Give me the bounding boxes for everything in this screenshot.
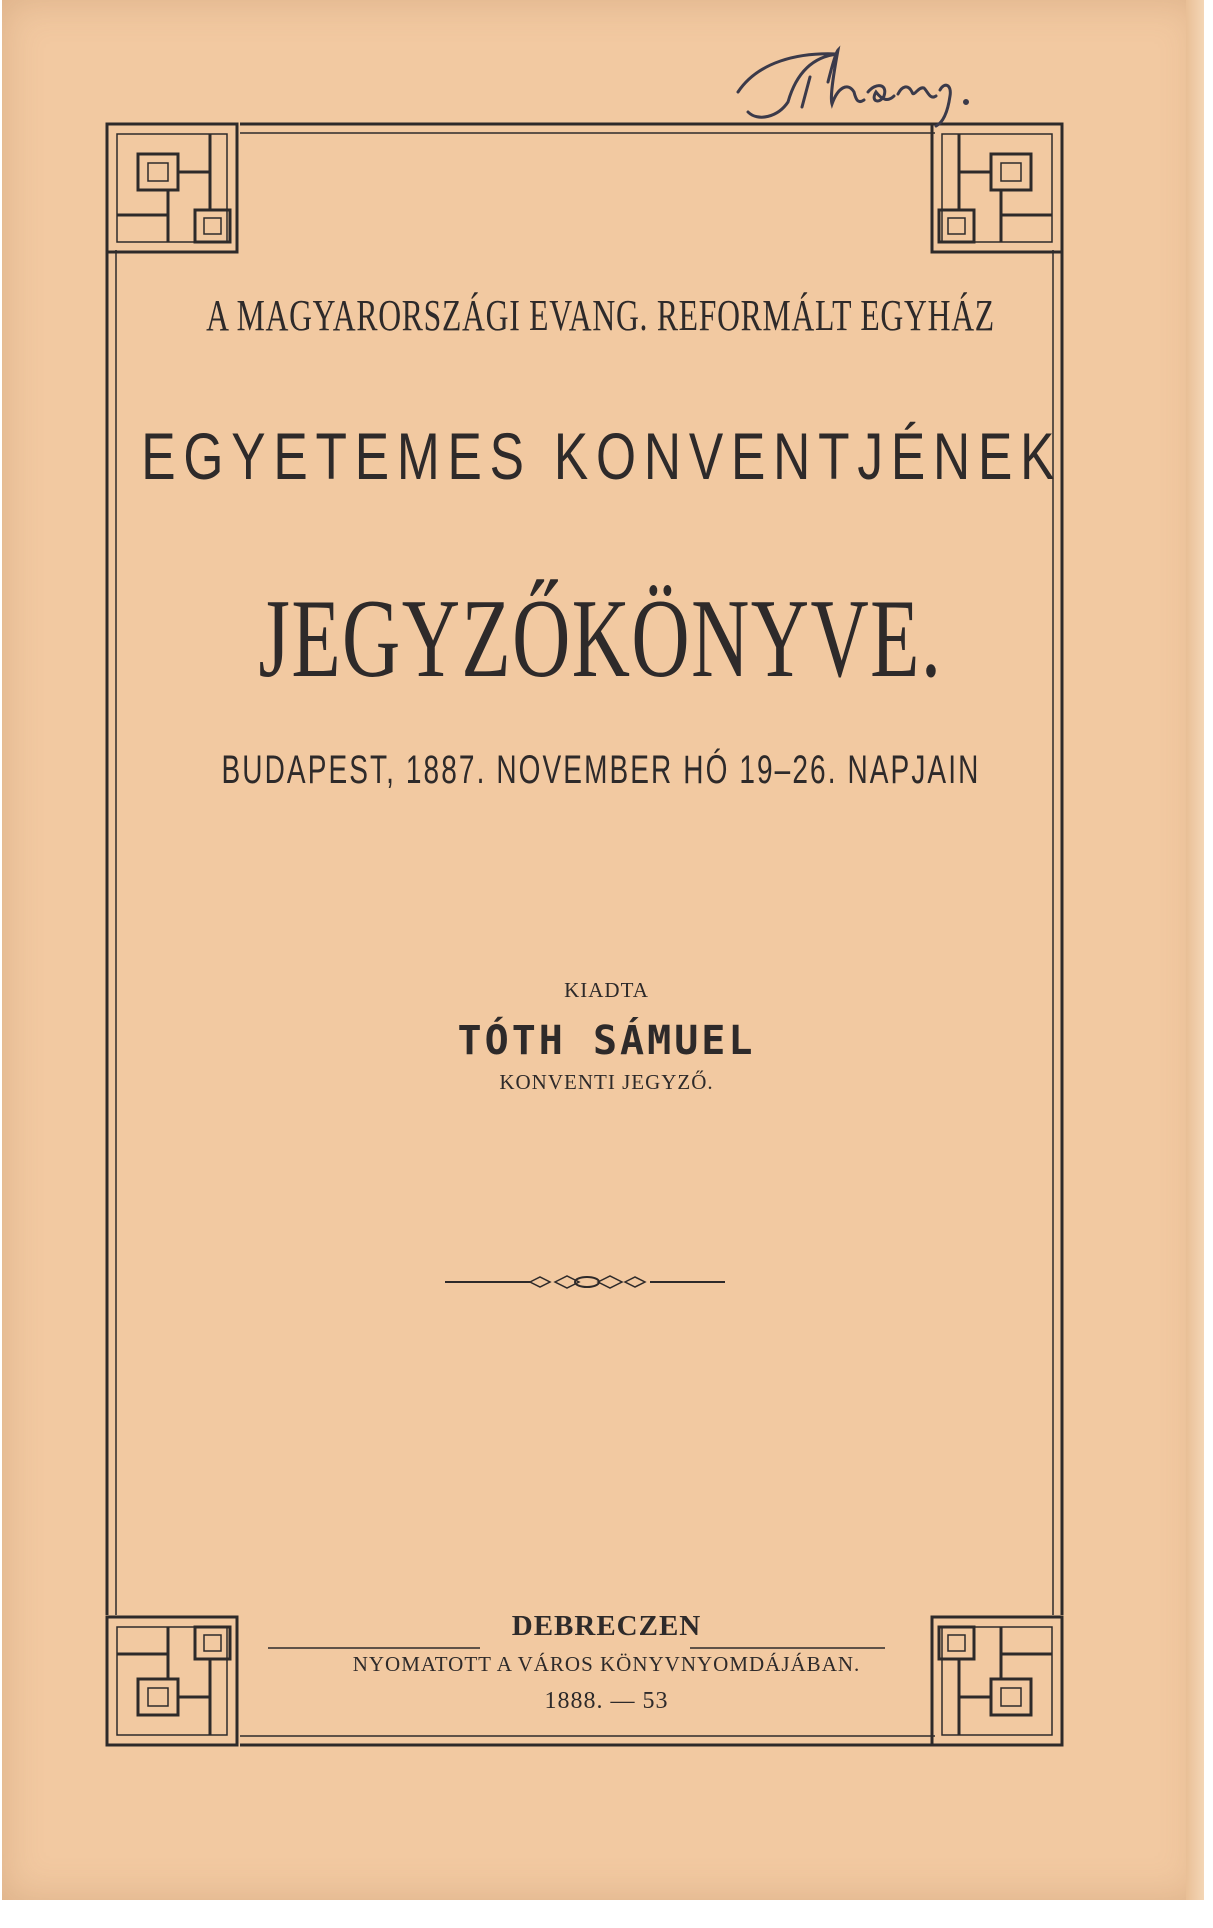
- ornamental-divider: [445, 1276, 725, 1288]
- date-line: BUDAPEST, 1887. NOVEMBER HÓ 19–26. NAPJAIN: [221, 748, 981, 792]
- heading-church-name: A MAGYARORSZÁGI EVANG. REFORMÁLT EGYHÁZ: [206, 291, 995, 340]
- main-title: JEGYZŐKÖNYVE.: [258, 577, 943, 701]
- heading-convent: EGYETEMES KONVENTJÉNEK: [141, 419, 1063, 493]
- handwritten-inscription: [718, 22, 978, 132]
- imprint-year: 1888. — 53: [544, 1688, 669, 1714]
- imprint-city: DEBRECZEN: [511, 1610, 702, 1642]
- corner-ornament-top-right: [932, 124, 1062, 252]
- publisher-label: KIADTA: [564, 978, 649, 1002]
- corner-ornament-top-left: [107, 124, 237, 252]
- author-name: TÓTH SÁMUEL: [457, 1018, 756, 1064]
- imprint-printer: NYOMATOTT A VÁROS KÖNYVNYOMDÁJÁBAN.: [352, 1652, 861, 1676]
- author-role: KONVENTI JEGYZŐ.: [499, 1070, 714, 1094]
